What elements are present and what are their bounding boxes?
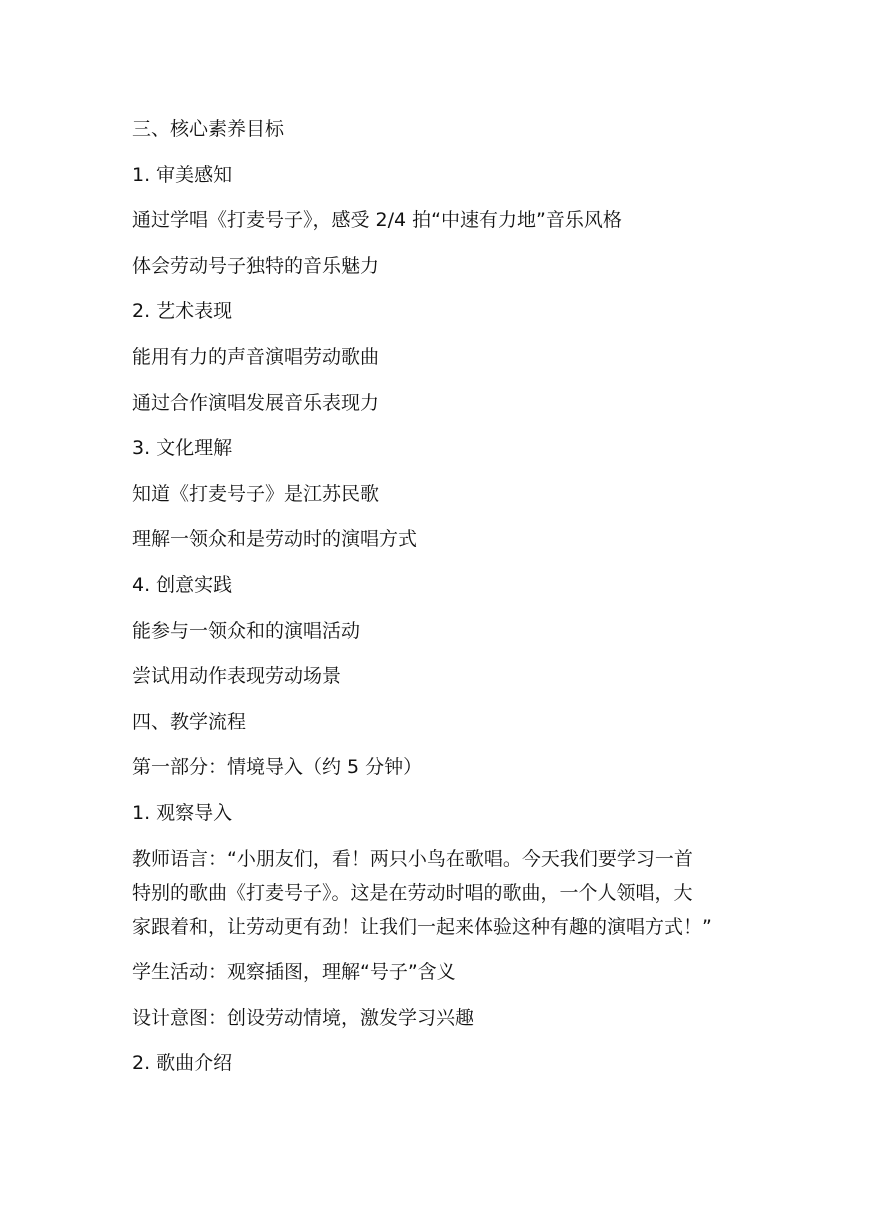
text-line: 体会劳动号子独特的音乐魅力 xyxy=(132,254,380,277)
paragraph-line: 教师语言：“小朋友们，看！两只小鸟在歌唱。今天我们要学习一首 xyxy=(132,847,693,870)
teacher-speech-paragraph xyxy=(132,842,752,944)
text-line: 通过合作演唱发展音乐表现力 xyxy=(132,391,380,414)
subheading-creative-practice: 4. 创意实践 xyxy=(132,573,233,596)
text-line: 理解一领众和是劳动时的演唱方式 xyxy=(132,528,418,551)
text-line: 通过学唱《打麦号子》，感受 2/4 拍“中速有力地”音乐风格 xyxy=(132,209,622,232)
text-line: 能用有力的声音演唱劳动歌曲 xyxy=(132,345,380,368)
subheading-cultural-understanding: 3. 文化理解 xyxy=(132,437,233,460)
section-heading-core-literacy: 三、核心素养目标 xyxy=(132,118,285,140)
text-line: 尝试用动作表现劳动场景 xyxy=(132,665,342,688)
paragraph-line: 家跟着和，让劳动更有劲！让我们一起来体验这种有趣的演唱方式！” xyxy=(132,915,712,938)
subheading-aesthetic-perception: 1. 审美感知 xyxy=(132,163,233,186)
text-line: 能参与一领众和的演唱活动 xyxy=(132,619,361,642)
text-line: 知道《打麦号子》是江苏民歌 xyxy=(132,482,380,505)
text-line-student-activity: 学生活动：观察插图，理解“号子”含义 xyxy=(132,961,456,984)
document-content xyxy=(132,112,752,1092)
section-heading-teaching-process: 四、教学流程 xyxy=(132,710,247,733)
subheading-artistic-expression: 2. 艺术表现 xyxy=(132,300,233,323)
subheading-observation-intro: 1. 观察导入 xyxy=(132,801,233,824)
subheading-song-introduction: 2. 歌曲介绍 xyxy=(132,1052,233,1075)
paragraph-line: 特别的歌曲《打麦号子》。这是在劳动时唱的歌曲，一个人领唱，大 xyxy=(132,881,693,904)
text-line-design-intent: 设计意图：创设劳动情境，激发学习兴趣 xyxy=(132,1006,475,1029)
subheading-part-one: 第一部分：情境导入（约 5 分钟） xyxy=(132,756,423,779)
